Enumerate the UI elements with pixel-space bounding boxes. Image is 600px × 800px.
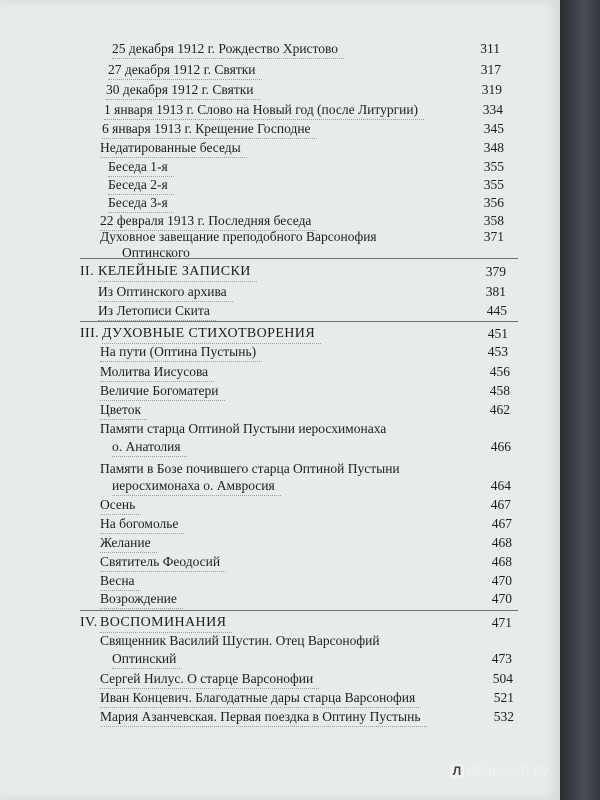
toc-entry (0, 40, 560, 58)
toc-entry-title: Величие Богоматери (100, 382, 225, 401)
toc-entry-title: Беседа 3-я (108, 194, 174, 213)
toc-entry-title: Святитель Феодосий (100, 553, 226, 572)
toc-entry-title: Сергей Нилус. О старце Варсонофии (100, 670, 319, 689)
toc-entry-page: 371 (483, 229, 504, 244)
toc-entry (0, 515, 560, 533)
section-numeral: III. (80, 326, 100, 341)
section-numeral: IV. (80, 615, 98, 630)
toc-entry-page: 381 (485, 284, 506, 299)
toc-section-heading (0, 263, 560, 281)
watermark-text: абиринт.ру (467, 762, 549, 779)
toc-entry (0, 650, 560, 668)
toc-entry (0, 81, 560, 99)
toc-entry (0, 343, 560, 361)
toc-entry-page: 473 (491, 651, 512, 666)
section-title: КЕЛЕЙНЫЕ ЗАПИСКИ (98, 263, 257, 282)
toc-entry-title: Памяти старца Оптиной Пустыни иеросхимонаха (100, 421, 387, 436)
toc-entry-page: 311 (480, 41, 500, 56)
toc-entry-page: 348 (483, 140, 504, 155)
toc-entry-title: Желание (100, 534, 157, 553)
toc-entry-page: 468 (491, 554, 512, 569)
toc-entry-title: Возрождение (100, 590, 183, 609)
toc-entry-title: Иван Концевич. Благодатные дары старца Варсонофия (100, 689, 421, 708)
toc-entry-page: 521 (493, 690, 514, 705)
labirint-logo-icon: Л (450, 764, 464, 778)
toc-entry-page: 355 (483, 177, 504, 192)
toc-entry-page: 456 (489, 364, 510, 379)
section-divider (80, 258, 518, 259)
toc-entry-page: 317 (480, 62, 501, 77)
toc-entry-page: 464 (490, 478, 511, 493)
toc-entry-title: Цветок (100, 401, 147, 420)
toc-entry-page: 334 (482, 102, 503, 117)
toc-entry (0, 477, 560, 495)
toc-entry (0, 496, 560, 514)
toc-entry-page: 458 (489, 383, 510, 398)
section-title: ДУХОВНЫЕ СТИХОТВОРЕНИЯ (102, 325, 321, 344)
book-spine (560, 0, 600, 800)
toc-entry-page: 445 (486, 303, 507, 318)
toc-entry (0, 101, 560, 119)
toc-entry (0, 244, 560, 262)
toc-entry-title: 30 декабря 1912 г. Святки (106, 81, 260, 100)
toc-entry-page: 453 (487, 344, 508, 359)
toc-entry (0, 363, 560, 381)
toc-entry (0, 534, 560, 552)
toc-entry (0, 283, 560, 301)
toc-entry-title: На богомолье (100, 515, 184, 534)
toc-entry-title: 6 января 1913 г. Крещение Господне (102, 120, 317, 139)
toc-entry-page: 466 (490, 439, 511, 454)
section-title: ВОСПОМИНАНИЯ (100, 614, 232, 633)
toc-entry-title: Беседа 1-я (108, 158, 174, 177)
toc-entry-page: 468 (491, 535, 512, 550)
toc-entry-page: 462 (489, 402, 510, 417)
toc-entry (0, 302, 560, 320)
toc-entry-title: 22 февраля 1913 г. Последняя беседа (100, 212, 317, 231)
toc-entry-page: 470 (491, 573, 512, 588)
toc-entry-page: 319 (481, 82, 502, 97)
toc-entry-title: Весна (100, 572, 141, 591)
section-page: 451 (487, 326, 508, 341)
toc-entry-page: 358 (483, 213, 504, 228)
toc-entry-title: Оптинского (122, 245, 190, 260)
toc-entry-page: 356 (483, 195, 504, 210)
toc-entry-title: На пути (Оптина Пустынь) (100, 343, 262, 362)
toc-entry-page: 504 (492, 671, 513, 686)
toc-entry (0, 401, 560, 419)
toc-entry (0, 61, 560, 79)
toc-entry-page: 470 (491, 591, 512, 606)
toc-entry-title: Духовное завещание преподобного Варсонофия (100, 229, 377, 244)
toc-entry (0, 120, 560, 138)
toc-entry (0, 382, 560, 400)
toc-section-heading (0, 614, 560, 632)
toc-entry-title: Мария Азанчевская. Первая поездка в Оптину Пустынь (100, 708, 427, 727)
toc-entry-title: 27 декабря 1912 г. Святки (108, 61, 262, 80)
section-page: 471 (491, 615, 512, 630)
section-divider (80, 610, 518, 611)
toc-entry (0, 420, 560, 438)
toc-entry-title: иеросхимонаха о. Амвросия (112, 477, 281, 496)
toc-entry (0, 438, 560, 456)
toc-entry-title: 25 декабря 1912 г. Рождество Христово (112, 40, 344, 59)
toc-entry-title: Молитва Иисусова (100, 363, 214, 382)
toc-entry (0, 572, 560, 590)
toc-entry-title: Осень (100, 496, 141, 515)
toc-entry-title: Из Летописи Скита (98, 302, 216, 321)
toc-entry-title: 1 января 1913 г. Слово на Новый год (после Литургии) (104, 101, 424, 120)
toc-section-heading (0, 325, 560, 343)
toc-entry (0, 708, 560, 726)
toc-entry-title: Оптинский (112, 650, 182, 669)
toc-entry-page: 467 (491, 516, 512, 531)
toc-entry (0, 632, 560, 650)
section-divider (80, 321, 518, 322)
toc-entry (0, 553, 560, 571)
toc-entry-page: 532 (493, 709, 514, 724)
toc-entry-title: о. Анатолия (112, 438, 187, 457)
toc-entry (0, 194, 560, 212)
toc-entry-page: 467 (490, 497, 511, 512)
toc-entry (0, 460, 560, 478)
section-numeral: II. (80, 264, 95, 279)
toc-entry (0, 176, 560, 194)
toc-entry-page: 355 (483, 159, 504, 174)
toc-entry (0, 139, 560, 157)
toc-entry (0, 158, 560, 176)
toc-entry-page: 345 (483, 121, 504, 136)
toc-entry (0, 670, 560, 688)
toc-entry (0, 590, 560, 608)
watermark-logo (450, 762, 549, 779)
toc-entry-title: Священник Василий Шустин. Отец Варсонофий (100, 633, 380, 648)
toc-entry-title: Памяти в Бозе почившего старца Оптиной Пустыни (100, 461, 400, 476)
toc-entry-title: Из Оптинского архива (98, 283, 233, 302)
section-page: 379 (485, 264, 506, 279)
toc-entry-title: Беседа 2-я (108, 176, 174, 195)
toc-entry (0, 689, 560, 707)
toc-entry-title: Недатированные беседы (100, 139, 247, 158)
